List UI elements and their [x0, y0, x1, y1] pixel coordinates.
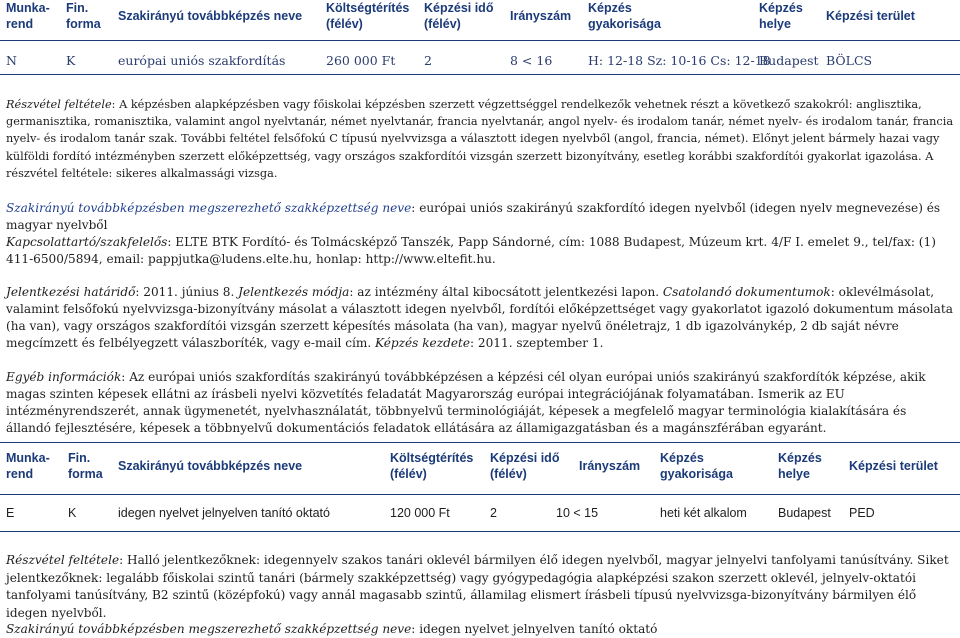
cell-gyakorisaga: heti két alkalom [660, 506, 747, 520]
cell-iranyszam: 8 < 16 [510, 53, 553, 68]
table-header-2 [0, 450, 960, 486]
cell-koltseg: 260 000 Ft [326, 53, 396, 68]
cell-terulet: PED [849, 506, 875, 520]
header-gyakorisaga: Képzés gyakorisága [660, 451, 733, 481]
row-rule-2 [0, 531, 960, 532]
cell-koltseg: 120 000 Ft [390, 506, 450, 520]
cell-neve: európai uniós szakfordítás [118, 53, 286, 68]
header-neve: Szakirányú továbbképzés neve [118, 459, 303, 473]
jelentkezes-paragraph: Jelentkezési határidő: 2011. június 8. Jelentkezés módja: az intézmény által kibocsátott jelentkezési lapon. Csatolandó dokumentumok: oklevélmásolat, valamint felsőfokú nyelvvizsga-bizonyítvány másolat a választott idegen nyelvből, fordítói előképzettséget vagy gyakorlatot igazoló dokumentum másolata (ha van), vagy országos szakfordítói vizsgán szerzett képesítés másolata (ha van), magyar nyelvű önéletrajz, 1 db igazolványkép, 2 db saját névre megcímzett és felbélyegzett válaszboríték, vagy e-mail cím. Képzés kezdete: 2011. szeptember 1. [6, 285, 953, 350]
szakkepzettseg-paragraph-2: Szakirányú továbbképzésben megszerezhető szakképzettség neve: idegen nyelvet jelnyelven tanító oktató [6, 622, 658, 636]
header-koltseg: Költségtérítés (félév) [326, 1, 410, 31]
cell-munkarend: E [6, 506, 15, 520]
header-terulet: Képzési terület [826, 9, 915, 23]
egyeb-informaciok-paragraph: Egyéb információk: Az európai uniós szakfordítás szakirányú továbbképzésen a képzési cél olyan európai uniós szakirányú szakfordítók képzése, akik magas szinten képesek ellátni az írásbeli nyelvi közvetítés feladatát Magyarország európai integrációjának folyamatában. Ismerik az EU intézményrendszerét, annak ügymenetét, nyelvhasználatát, többnyelvű terminológiáját, képesek a megfelelő magyar terminológia kialakítására és állandó fejlesztésére, képesek a többnyelvű dokumentációs feladatok ellátására az államigazgatásban és a magánszférában egyaránt. [6, 370, 926, 435]
header-iranyszam: Irányszám [510, 9, 572, 23]
cell-kepzesi-ido: 2 [424, 53, 432, 68]
header-gyakorisaga: Képzés gyakorisága [588, 1, 661, 31]
header-terulet: Képzési terület [849, 459, 938, 473]
header-kepzesi-ido: Képzési idő (félév) [490, 451, 560, 481]
header-rule-1 [0, 40, 960, 41]
header-koltseg: Költségtérítés (félév) [390, 451, 474, 481]
header-fin-forma: Fin. forma [66, 1, 101, 31]
cell-munkarend: N [6, 53, 17, 68]
kapcsolattarto-paragraph: Kapcsolattartó/szakfelelős: ELTE BTK Fordító- és Tolmácsképző Tanszék, Papp Sándorné, cím: 1088 Budapest, Múzeum krt. 4/F I. emelet 9., tel/fax: (1) 411-6500/5894, email: pappjutka@ludens.elte.hu, honlap: http://www.eltefit.hu. [6, 235, 936, 267]
header-neve: Szakirányú továbbképzés neve [118, 9, 303, 23]
reszvetel-paragraph-1: Részvétel feltétele: A képzésben alapképzésben vagy főiskolai képzésben szerzett végzettséggel rendelkezők vehetnek részt a következő szakokról: anglisztika, germanisztika, romanisztika, valamint angol nyelvtanár, német nyelvtanár, francia nyelvtanár, angol nyelv- és irodalom tanár, német nyelv- és irodalom tanár, francia nyelv- és irodalom tanár szak. További feltétel felsőfokú C típusú nyelvvizsga a választott idegen nyelvből (angol, francia, német). Előnyt jelent bármely hazai vagy külföldi fordító intézményben szerzett előképzettség, vagy országos szakfordítói vizsgán szerzett bizonyítvány, esetleg korábbi szakfordítói gyakorlat igazolása. A részvétel feltétele: sikeres alkalmassági vizsga. [6, 98, 954, 180]
cell-fin-forma: K [66, 53, 76, 68]
table-row [0, 506, 960, 524]
header-munkarend: Munka- rend [6, 1, 50, 31]
cell-terulet: BÖLCS [826, 53, 873, 68]
header-rule-2-top [0, 442, 960, 443]
cell-helye: Budapest [759, 53, 819, 68]
header-helye: Képzés helye [778, 451, 822, 481]
table-header-1 [0, 0, 960, 36]
szakkepzettseg-paragraph-1: Szakirányú továbbképzésben megszerezhető szakképzettség neve: európai uniós szakirányú szakfordító idegen nyelvből (idegen nyelv megnevezése) és magyar nyelvből [6, 201, 941, 233]
header-fin-forma: Fin. forma [68, 451, 103, 481]
reszvetel-paragraph-2: Részvétel feltétele: Halló jelentkezőknek: idegennyelv szakos tanári oklevél bármilyen élő idegen nyelvből, magyar jelnyelvi tanfolyami tanúsítvány. Siket jelentkezőknek: legalább főiskolai szintű tanári (bármely szakképzettség) vagy gyógypedagógia alapképzési szakon szerzett oklevél, jelnyelv-oktatói tanfolyami tanúsítvány, B2 szintű (középfokú) vagy annál magasabb szintű, államilag elismert írásbeli típusú nyelvvizsga-bizonyítvány bármilyen élő idegen nyelvből. [6, 553, 949, 620]
header-helye: Képzés helye [759, 1, 803, 31]
cell-kepzesi-ido: 2 [490, 506, 497, 520]
header-iranyszam: Irányszám [579, 459, 641, 473]
header-rule-2 [0, 494, 960, 495]
cell-fin-forma: K [68, 506, 77, 520]
cell-gyakorisaga: H: 12-18 Sz: 10-16 Cs: 12-18 [588, 53, 771, 68]
header-munkarend: Munka- rend [6, 451, 50, 481]
header-kepzesi-ido: Képzési idő (félév) [424, 1, 494, 31]
cell-helye: Budapest [778, 506, 831, 520]
cell-iranyszam: 10 < 15 [556, 506, 599, 520]
row-rule-1 [0, 74, 960, 75]
cell-neve: idegen nyelvet jelnyelven tanító oktató [118, 506, 330, 520]
table-row [0, 53, 960, 71]
